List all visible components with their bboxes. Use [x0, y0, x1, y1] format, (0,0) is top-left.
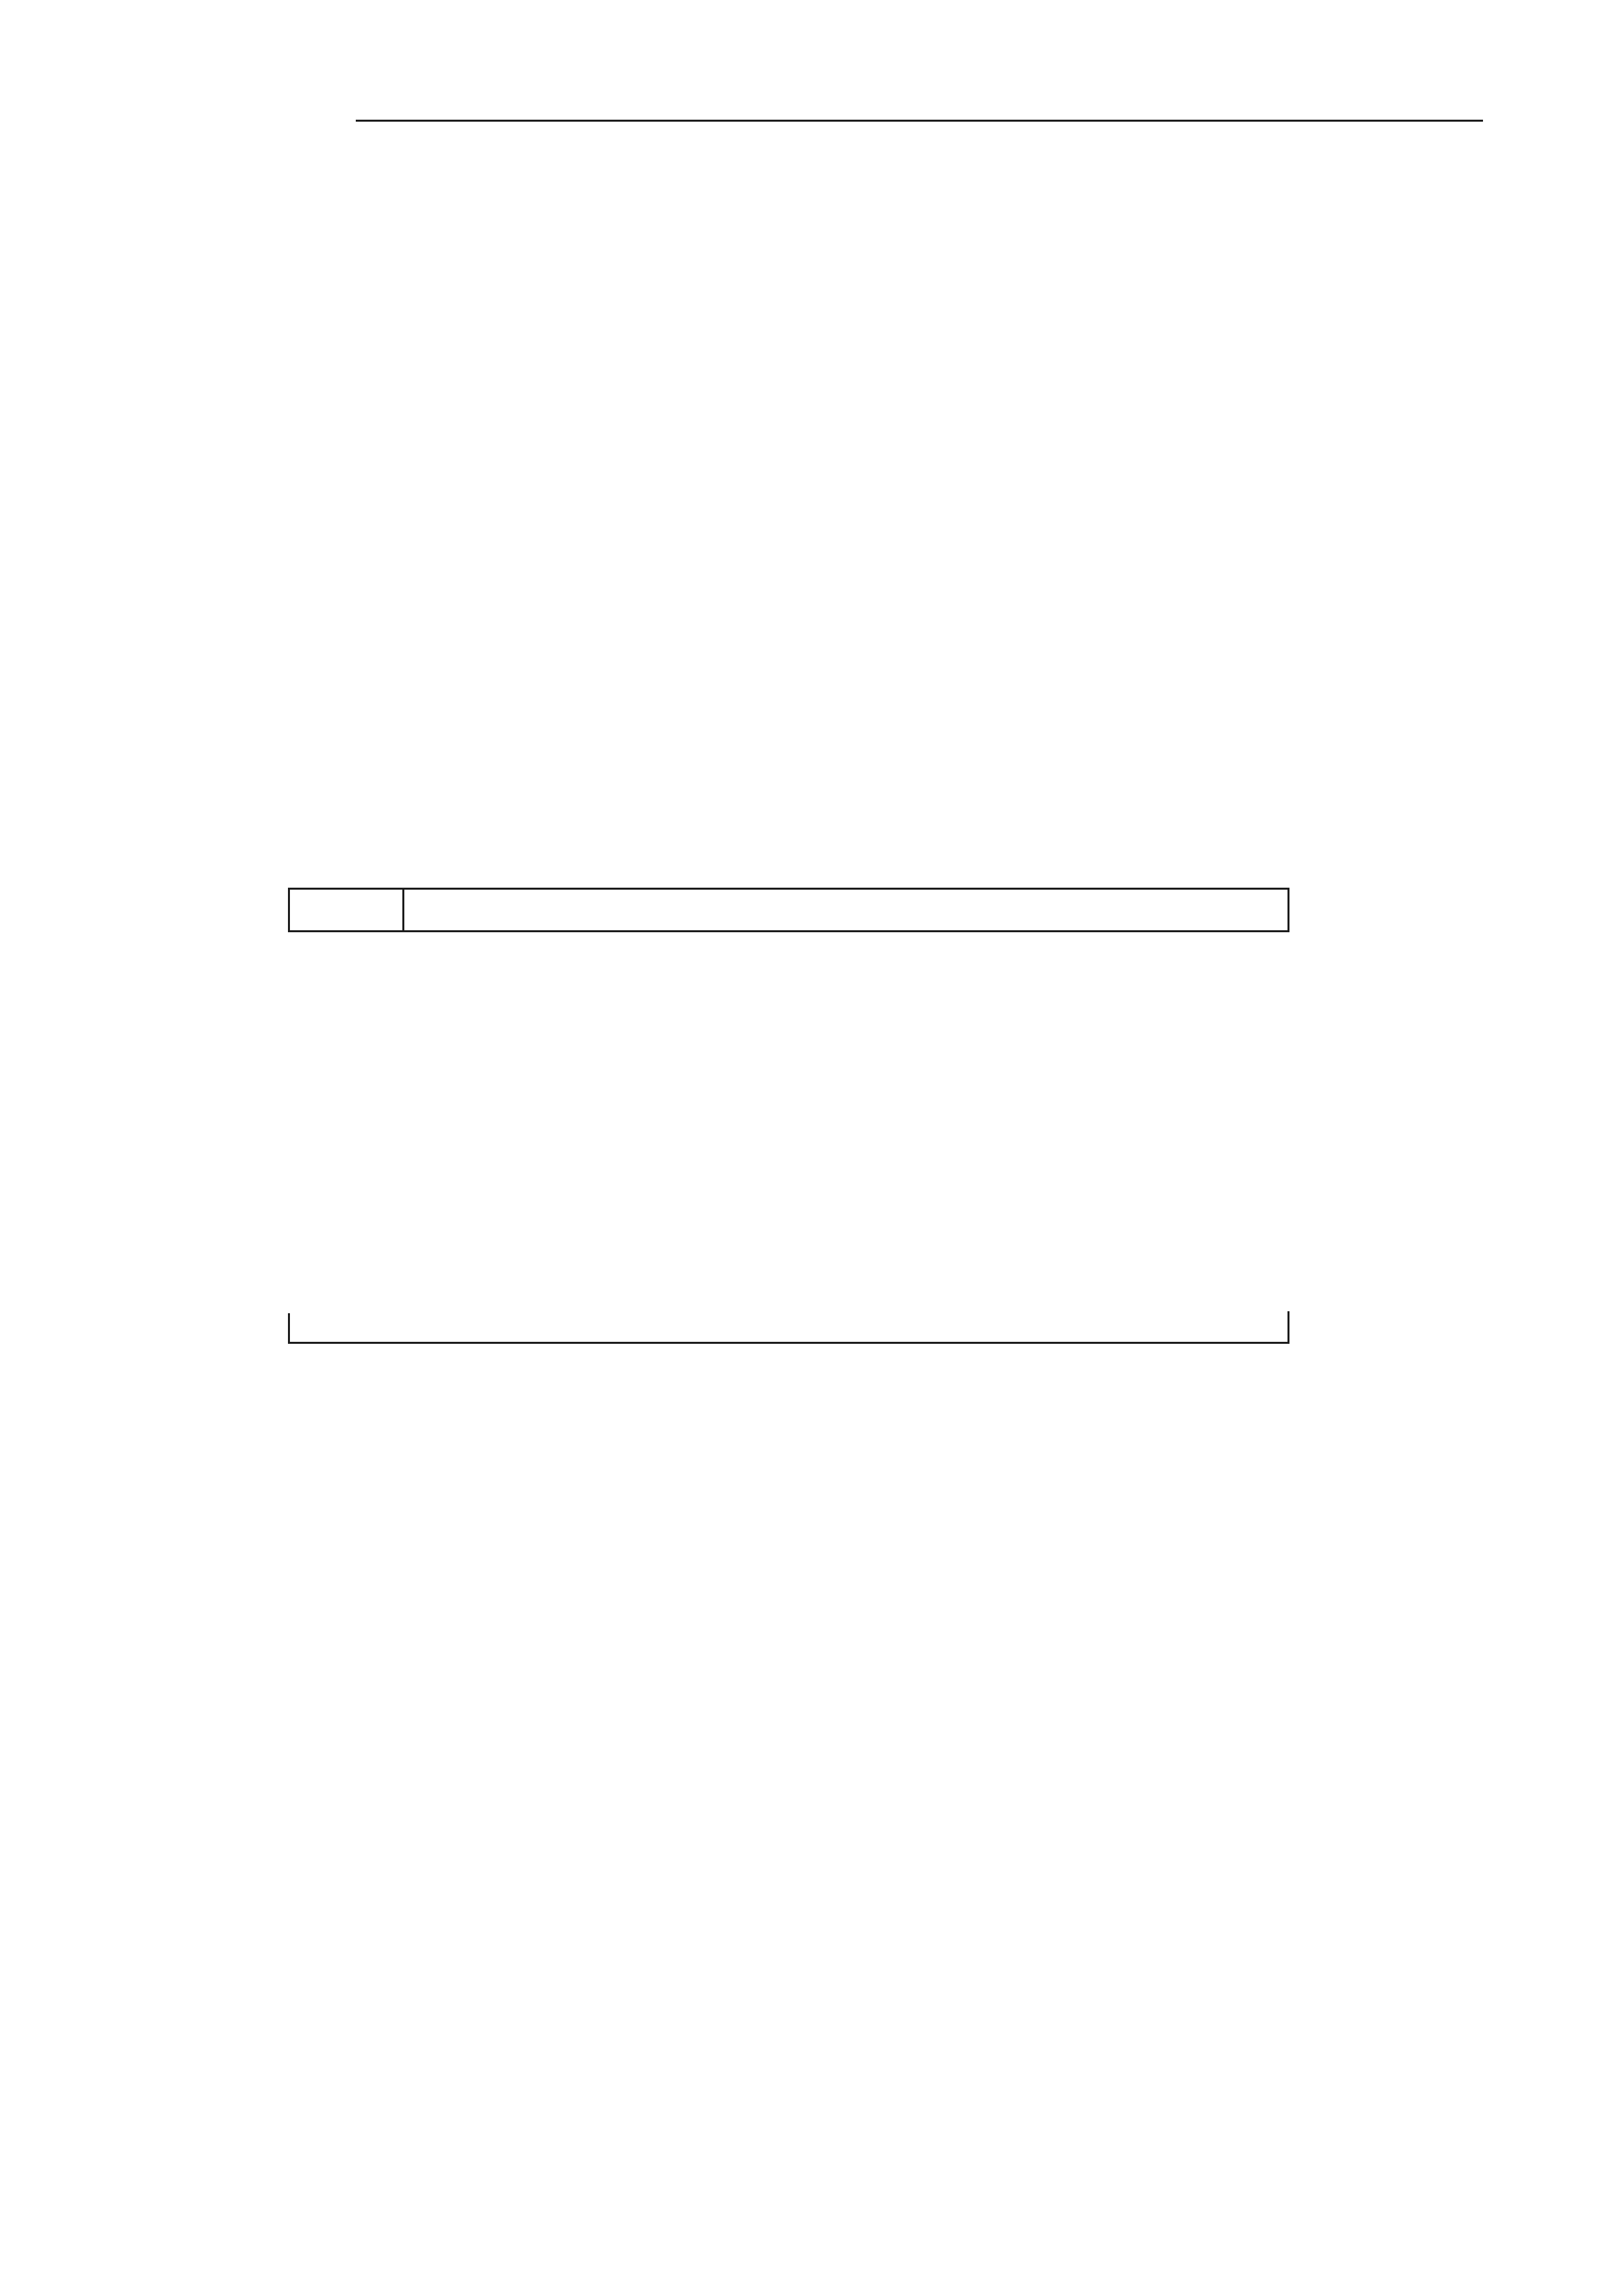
- concrete-density-table: [288, 888, 1289, 1344]
- page-header: [93, 93, 1483, 128]
- density-group-header: [404, 889, 1289, 932]
- header-rule: [356, 120, 1483, 122]
- table-header-row-group: [289, 889, 1289, 932]
- type-column-header: [289, 889, 404, 932]
- table-note-row: [289, 1313, 1289, 1343]
- table-body: [289, 932, 1289, 1313]
- table-note: [289, 1313, 1289, 1343]
